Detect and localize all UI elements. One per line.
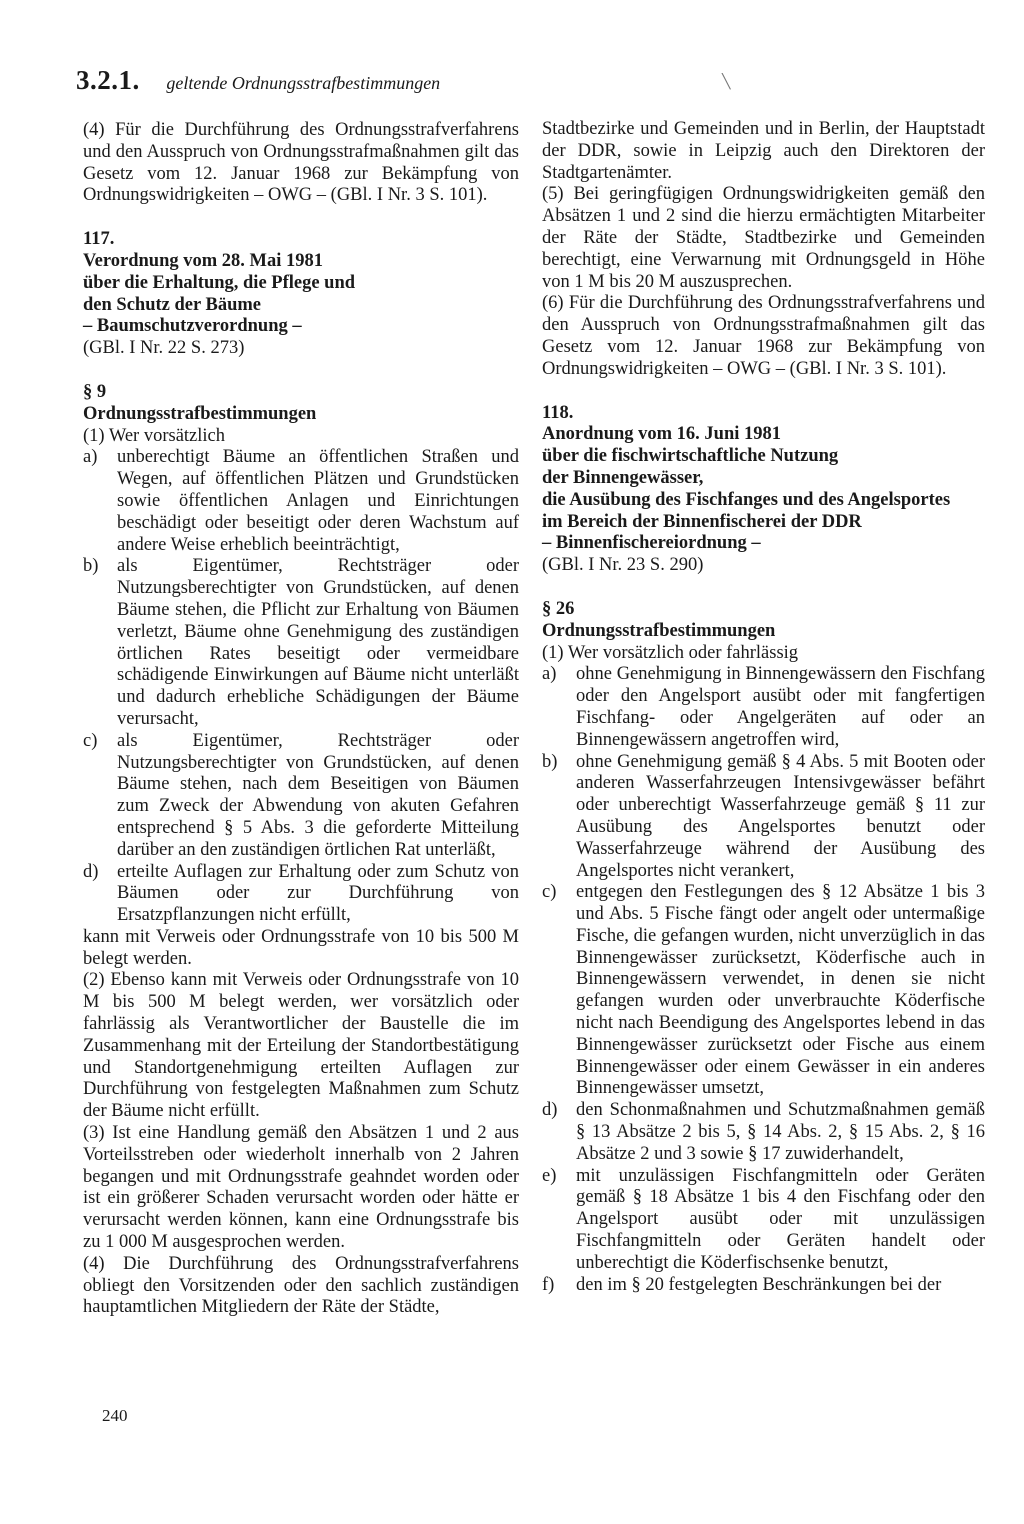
subsection-1-intro: (1) Wer vorsätzlich bbox=[83, 425, 226, 446]
list-item bbox=[542, 664, 985, 751]
list-item bbox=[542, 1166, 985, 1275]
entry-118 bbox=[542, 403, 985, 577]
entry-number: 117. bbox=[83, 229, 115, 250]
item-list bbox=[542, 664, 985, 1296]
list-item bbox=[83, 731, 519, 862]
item-text: als Eigentümer, Rechtsträger oder Nutzungsberechtigter von Grundstücken, auf denen Bäume stehen, nach dem Beseitigen von Bäumen zum Zweck der Abwendung von akuten Gefahren entsprechend § 5 Abs. 3 die geforderte Mitteilung darüber an den zuständigen örtlichen Rat unterläßt, bbox=[117, 730, 519, 860]
paragraph-heading: Ordnungsstrafbestimmungen bbox=[542, 620, 776, 641]
item-list bbox=[83, 447, 519, 927]
item-label: d) bbox=[542, 1100, 558, 1121]
item-label: c) bbox=[83, 730, 98, 751]
entry-title-line: über die Erhaltung, die Pflege und bbox=[83, 272, 356, 293]
item-label: b) bbox=[542, 751, 558, 772]
subsection-3: (3) Ist eine Handlung gemäß den Absätzen 1 und 2 aus Vorteilsstreben oder wiederholt innerhalb von 2 Jahren begangen und mit Ordnungsstrafe geahndet worden oder ist ein größerer Schaden verursacht worden oder hätte er verursacht werden können, kann eine Ordnungsstrafe bis zu 1 000 M ausgesprochen werden. bbox=[83, 1123, 519, 1253]
section-number: 3.2.1. bbox=[76, 65, 140, 95]
scan-mark: ╲ bbox=[722, 75, 731, 90]
entry-short-title: – Baumschutzverordnung – bbox=[83, 316, 302, 337]
paragraph-symbol: § 9 bbox=[83, 381, 107, 402]
item-text: mit unzulässigen Fischfangmitteln oder Geräten gemäß § 18 Absätze 1 bis 4 den Fischfang oder den Angelsport ausübt oder mit unzulässigen Fischfangmitteln oder Geräten handelt oder unberechtigt die Köderfischsenke benutzt, bbox=[576, 1165, 985, 1273]
right-column bbox=[542, 119, 985, 1296]
item-label: d) bbox=[83, 861, 99, 882]
list-item bbox=[83, 556, 519, 730]
section-9 bbox=[83, 382, 519, 1319]
list-item bbox=[542, 752, 985, 883]
item-label: a) bbox=[542, 664, 557, 685]
subsection-2: (2) Ebenso kann mit Verweis oder Ordnungsstrafe von 10 M bis 500 M belegt werden, wer vorsätzlich oder fahrlässig als Verantwortlicher der Baustelle die im Zusammenhang mit der Erteilung der Standortbestätigung und Standortgenehmigung erteilten Auflagen zur Durchführung von festgelegten Maßnahmen zum Schutz der Bäume nicht erfüllt. bbox=[83, 970, 519, 1122]
item-text: den im § 20 festgelegten Beschränkungen bei der bbox=[576, 1274, 942, 1295]
item-label: b) bbox=[83, 556, 99, 577]
running-header bbox=[76, 65, 441, 96]
entry-source: (GBl. I Nr. 23 S. 290) bbox=[542, 555, 704, 576]
section-title: geltende Ordnungsstrafbestimmungen bbox=[166, 73, 441, 93]
entry-number: 118. bbox=[542, 402, 574, 423]
item-text: ohne Genehmigung gemäß § 4 Abs. 5 mit Booten oder anderen Wasserfahrzeugen Intensivgewässer befährt oder unberechtigt Wasserfahrzeuge gemäß § 11 zur Ausübung des Angelsportes benutzt oder Wasserfahrzeuge während der Ausübung des Angelsportes nicht verankert, bbox=[576, 751, 985, 881]
entry-title-line: den Schutz der Bäume bbox=[83, 294, 261, 315]
item-label: f) bbox=[542, 1274, 555, 1295]
list-item bbox=[83, 447, 519, 556]
entry-title-line: im Bereich der Binnenfischerei der DDR bbox=[542, 511, 862, 532]
list-item bbox=[542, 1100, 985, 1165]
entry-source: (GBl. I Nr. 22 S. 273) bbox=[83, 338, 245, 359]
left-column bbox=[83, 120, 519, 1319]
entry-title-line: über die fischwirtschaftliche Nutzung bbox=[542, 446, 839, 467]
item-text: den Schonmaßnahmen und Schutzmaßnahmen gemäß § 13 Absätze 2 bis 5, § 14 Abs. 2, § 15 Abs. 2, § 16 Absätze 2 und 3 sowie § 17 zuwiderhandelt, bbox=[576, 1100, 985, 1164]
item-label: c) bbox=[542, 882, 557, 903]
entry-title-line: der Binnengewässer, bbox=[542, 467, 704, 488]
paragraph-4-intro: (4) Für die Durchführung des Ordnungsstrafverfahrens und den Ausspruch von Ordnungsstrafmaßnahmen gilt das Gesetz vom 12. Januar 1968 zur Bekämpfung von Ordnungswidrigkeiten – OWG – (GBl. I Nr. 3 S. 101). bbox=[83, 120, 519, 206]
item-text: erteilte Auflagen zur Erhaltung oder zum Schutz von Bäumen oder zur Durchführung von Ersatzpflanzungen nicht erfüllt, bbox=[117, 861, 519, 926]
paragraph-symbol: § 26 bbox=[542, 598, 575, 619]
section-26 bbox=[542, 599, 985, 1297]
entry-title-line: die Ausübung des Fischfanges und des Angelsportes bbox=[542, 489, 951, 510]
list-item bbox=[83, 862, 519, 927]
item-text: entgegen den Festlegungen des § 12 Absätze 1 bis 3 und Abs. 5 Fische fängt oder angelt oder untermaßige Fische, die gefangen wurden, nicht unverzüglich in das Binnengewässer zurücksetzt, Köderfische auch in Binnengewässern verwendet, in denen sie nicht gefangen wurden oder unverbrauchte Köderfische nicht nach Beendigung des Angelsportes lebend in das Binnengewässer zurücksetzt oder Fische aus einem Binnengewässer oder einem Gewässer in ein anderes Binnengewässer umsetzt, bbox=[576, 882, 985, 1099]
paragraph-heading: Ordnungsstrafbestimmungen bbox=[83, 403, 317, 424]
subsection-1-intro: (1) Wer vorsätzlich oder fahrlässig bbox=[542, 642, 799, 663]
list-item bbox=[542, 1275, 985, 1297]
entry-title-line: Anordnung vom 16. Juni 1981 bbox=[542, 424, 782, 445]
subsection-5: (5) Bei geringfügigen Ordnungswidrigkeiten gemäß den Absätzen 1 und 2 sind die hierzu ermächtigten Mitarbeiter der Räte der Städte, Stadtbezirke und Gemeinden berechtigt, eine Verwarnung mit Ordnungsgeld in Höhe von 1 M bis 20 M auszusprechen. bbox=[542, 184, 985, 292]
item-text: unberechtigt Bäume an öffentlichen Straßen und Wegen, auf öffentlichen Plätzen und Grundstücken sowie öffentlichen Anlagen und Einrichtungen beschädigt oder beseitigt oder deren Wachstum auf andere Weise erheblich beeinträchtigt, bbox=[117, 447, 519, 555]
item-text: ohne Genehmigung in Binnengewässern den Fischfang oder den Angelsport ausübt oder mit fangfertigen Fischfang- oder Angelgeräten auf oder an Binnengewässern angetroffen wird, bbox=[576, 664, 985, 750]
item-text: als Eigentümer, Rechtsträger oder Nutzungsberechtigter von Grundstücken, auf denen Bäume stehen, die Pflicht zur Erhaltung von Bäumen verletzt, Bäume ohne Genehmigung des zuständigen örtlichen Rates beseitigt oder vermeidbare schädigende Einwirkungen auf Bäume nicht unterläßt und dadurch erhebliche Schädigungen der Bäume verursacht, bbox=[117, 556, 519, 729]
page-number: 240 bbox=[102, 1406, 128, 1425]
item-label: a) bbox=[83, 447, 98, 468]
subsection-4-continued: Stadtbezirke und Gemeinden und in Berlin, der Hauptstadt der DDR, sowie in Leipzig auch den Direktoren der Stadtgartenämter. bbox=[542, 119, 985, 183]
entry-short-title: – Binnenfischereiordnung – bbox=[542, 533, 761, 554]
list-item bbox=[542, 882, 985, 1100]
subsection-4: (4) Die Durchführung des Ordnungsstrafverfahrens obliegt den Vorsitzenden oder den sachlich zuständigen hauptamtlichen Mitgliedern der Räte der Städte, bbox=[83, 1253, 519, 1318]
subsection-1-conclusion: kann mit Verweis oder Ordnungsstrafe von 10 bis 500 M belegt werden. bbox=[83, 926, 519, 969]
entry-117 bbox=[83, 229, 519, 360]
subsection-6: (6) Für die Durchführung des Ordnungsstrafverfahrens und den Ausspruch von Ordnungsstrafmaßnahmen gilt das Gesetz vom 12. Januar 1968 zur Bekämpfung von Ordnungswidrigkeiten – OWG – (GBl. I Nr. 3 S. 101). bbox=[542, 293, 985, 379]
entry-title-line: Verordnung vom 28. Mai 1981 bbox=[83, 250, 324, 271]
item-label: e) bbox=[542, 1165, 557, 1186]
